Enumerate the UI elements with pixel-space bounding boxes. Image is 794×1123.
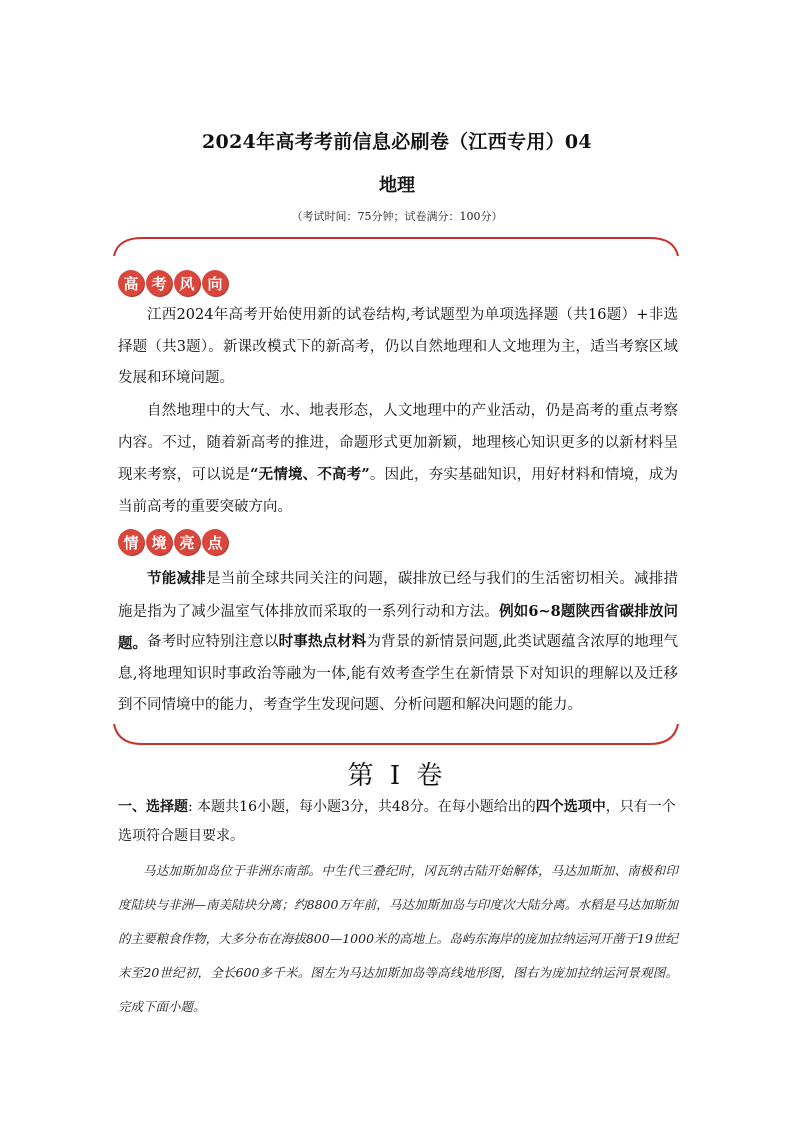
paper-title: 2024年高考考前信息必刷卷（江西专用）04 (202, 131, 592, 153)
volume-heading: 第 I 卷 (347, 761, 447, 791)
frame-top-line (112, 236, 680, 258)
question-material: 马达加斯加岛位于非洲东南部。中生代三叠纪时，冈瓦纳古陆开始解体，马达加斯加、南极和印度陆块与非洲—南美陆块分离；约8800万年前，马达加斯加岛与印度次大陆分离。水稻是马达加斯加的主要粮食作物，大多分布在海拔800—1000米的高地上。岛屿东海岸的庞加拉纳运河开凿于19世纪末至20世纪初，全长600多千米。图左为马达加斯加岛等高线地形图，图右为庞加拉纳运河景观图。完成下面小题。 (118, 863, 678, 1014)
frame-bottom-line (112, 722, 680, 746)
emphasis-text: 节能减排 (147, 570, 207, 587)
text: 。因此，夯实基础知识，用好材料和情境，成为当前高考的重要突破方向。 (118, 467, 679, 515)
emphasis-text: “无情境、不高考” (250, 466, 370, 483)
subject-title: 地理 (379, 175, 415, 196)
emphasis-text: 四个选项中 (535, 799, 606, 815)
text: 备考时应特别注意以 (147, 634, 279, 650)
emphasis-text: 一、选择题 (118, 799, 188, 815)
badge-char: 亮 (174, 529, 200, 555)
badge-char: 考 (146, 270, 172, 296)
emphasis-text: 时事热点材料 (278, 633, 367, 650)
badge-char: 向 (202, 270, 228, 296)
badge-char: 高 (118, 270, 144, 296)
text: 江西2024年高考开始使用新的试卷结构,考试题型为单项选择题（共16题）+非选择题（共3题）。新课改模式下的新高考，仍以自然地理和人文地理为主，适当考察区域发展和环境问题。 (118, 307, 678, 386)
text: : 本题共16小题，每小题3分，共48分。在每小题给出的 (188, 799, 536, 815)
text: 为背景的新情景问题,此类试题蕴含浓厚的地理气息,将地理知识时事政治等融为一体,能有效考查学生在新情景下对知识的理解以及迁移到不同情境中的能力，考查学生发现问题、分析问题和解决问题的能力。 (118, 634, 679, 713)
emphasis-text: 例如6~8题陕西省碳排放问题。 (118, 602, 679, 652)
exam-info: （考试时间：75分钟；试卷满分：100分） (291, 210, 503, 223)
text: 是当前全球共同关注的问题，碳排放已经与我们的生活密切相关。减排措施是指为了减少温室气体排放而采取的一系列行动和方法。 (118, 571, 678, 620)
badge-char: 点 (202, 529, 228, 555)
question-section-heading (118, 793, 678, 851)
highlight-paragraph-2 (118, 626, 678, 722)
badge-char: 风 (174, 270, 200, 296)
text: ，只有一个选项符合题目要求。 (118, 799, 676, 844)
trend-paragraph-2 (118, 396, 678, 523)
trend-badge (118, 270, 230, 300)
highlight-badge (118, 529, 230, 559)
badge-char: 情 (118, 529, 144, 555)
text: 自然地理中的大气、水、地表形态，人文地理中的产业活动，仍是高考的重点考察内容。不过，随着新高考的推进，命题形式更加新颖，地理核心知识更多的以新材料呈现来考察，可以说是 (118, 403, 678, 483)
trend-paragraph-1 (118, 300, 678, 395)
badge-char: 境 (146, 529, 172, 555)
